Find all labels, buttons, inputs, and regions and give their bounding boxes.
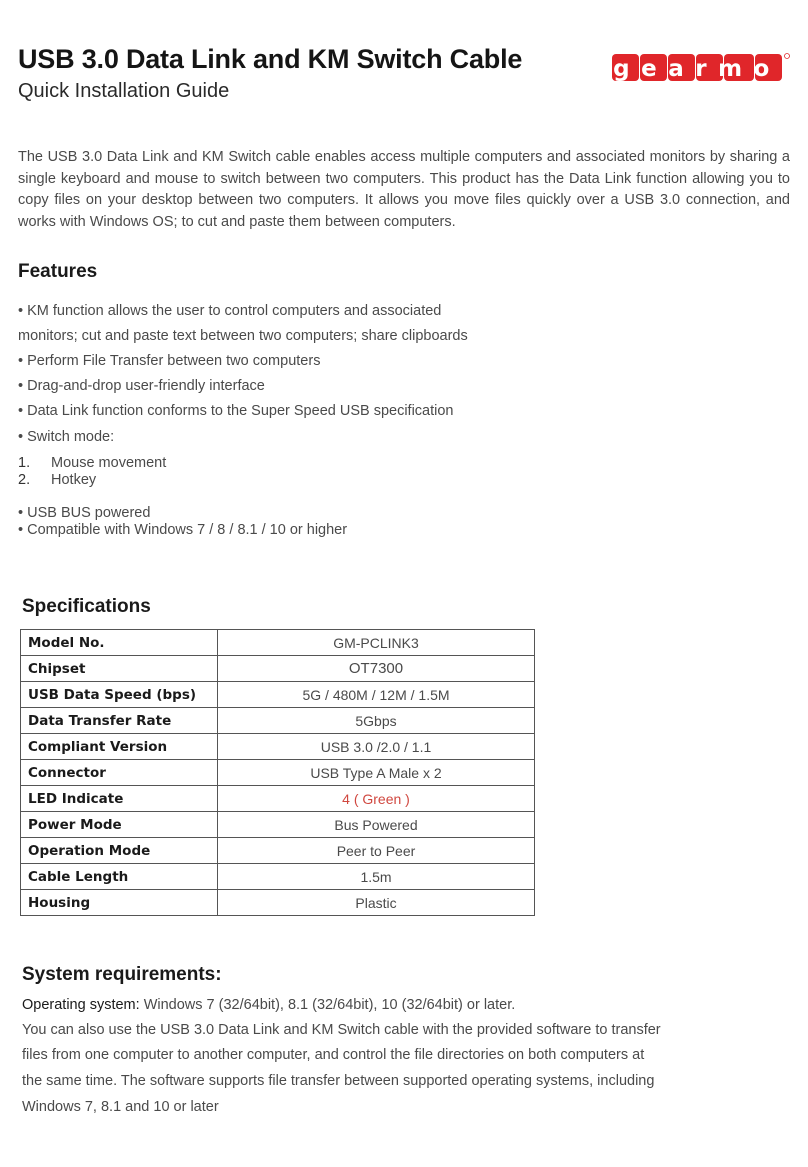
spec-value: Bus Powered <box>218 812 535 838</box>
feature-item: monitors; cut and paste text between two computers; share clipboards <box>18 328 468 344</box>
document-title: USB 3.0 Data Link and KM Switch Cable <box>18 44 523 74</box>
table-row <box>21 656 535 682</box>
spec-value: GM-PCLINK3 <box>218 630 535 656</box>
spec-key: Model No. <box>21 630 218 656</box>
specifications-heading: Specifications <box>22 596 151 617</box>
spec-value: USB 3.0 /2.0 / 1.1 <box>218 734 535 760</box>
table-row <box>21 734 535 760</box>
spec-key: Chipset <box>21 656 218 682</box>
feature-item: • KM function allows the user to control computers and associated <box>18 303 442 319</box>
table-row <box>21 838 535 864</box>
os-line <box>22 997 515 1013</box>
feature-item: • Compatible with Windows 7 / 8 / 8.1 / 10 or higher <box>18 522 348 538</box>
system-text-line: You can also use the USB 3.0 Data Link and KM Switch cable with the provided software to transfer <box>22 1022 661 1038</box>
spec-value: 5Gbps <box>218 708 535 734</box>
table-row <box>21 786 535 812</box>
logo-text: gearmo <box>613 56 781 82</box>
intro-paragraph: The USB 3.0 Data Link and KM Switch cable enables access multiple computers and associated monitors by sharing a single keyboard and mouse to switch between two computers. This product has the Data Link function allowing you to copy files on your desktop between two computers. It allows you move files quickly over a USB 3.0 connection, and works with Windows OS; to cut and paste them between computers. <box>18 149 790 230</box>
spec-value: Plastic <box>218 890 535 916</box>
os-value: Windows 7 (32/64bit), 8.1 (32/64bit), 10 (32/64bit) or later. <box>139 997 516 1013</box>
table-row <box>21 708 535 734</box>
spec-key: Connector <box>21 760 218 786</box>
table-row <box>21 864 535 890</box>
spec-value: Peer to Peer <box>218 838 535 864</box>
spec-value: 1.5m <box>218 864 535 890</box>
mode-number: 2. <box>18 472 31 488</box>
mode-text: Mouse movement <box>51 455 167 471</box>
os-label: Operating system: <box>22 997 140 1013</box>
spec-key: Compliant Version <box>21 734 218 760</box>
feature-item: • Perform File Transfer between two computers <box>18 353 321 369</box>
spec-key: Power Mode <box>21 812 218 838</box>
mode-text: Hotkey <box>51 472 97 488</box>
features-heading: Features <box>18 261 98 282</box>
system-text-line: files from one computer to another computer, and control the file directories on both computers at <box>22 1047 645 1063</box>
spec-key: Housing <box>21 890 218 916</box>
spec-value: 5G / 480M / 12M / 1.5M <box>218 682 535 708</box>
spec-value: USB Type A Male x 2 <box>218 760 535 786</box>
feature-item: • Switch mode: <box>18 429 115 445</box>
table-row <box>21 760 535 786</box>
table-row <box>21 630 535 656</box>
spec-key: LED Indicate <box>21 786 218 812</box>
table-row <box>21 890 535 916</box>
table-row <box>21 682 535 708</box>
table-row <box>21 812 535 838</box>
gearmo-logo <box>612 52 792 84</box>
spec-key: Data Transfer Rate <box>21 708 218 734</box>
spec-value: OT7300 <box>218 656 535 682</box>
feature-item: • USB BUS powered <box>18 505 151 521</box>
specifications-table <box>20 629 535 916</box>
system-requirements-heading: System requirements: <box>22 964 222 985</box>
feature-item: • Data Link function conforms to the Super Speed USB specification <box>18 403 454 419</box>
spec-value-led: 4 ( Green ) <box>218 786 535 812</box>
document-subtitle: Quick Installation Guide <box>18 80 230 102</box>
system-text-line: the same time. The software supports file transfer between supported operating systems, including <box>22 1073 655 1089</box>
spec-key: USB Data Speed (bps) <box>21 682 218 708</box>
spec-key: Cable Length <box>21 864 218 890</box>
system-text-line: Windows 7, 8.1 and 10 or later <box>22 1099 219 1115</box>
feature-item: • Drag-and-drop user-friendly interface <box>18 378 265 394</box>
mode-number: 1. <box>18 455 31 471</box>
spec-key: Operation Mode <box>21 838 218 864</box>
